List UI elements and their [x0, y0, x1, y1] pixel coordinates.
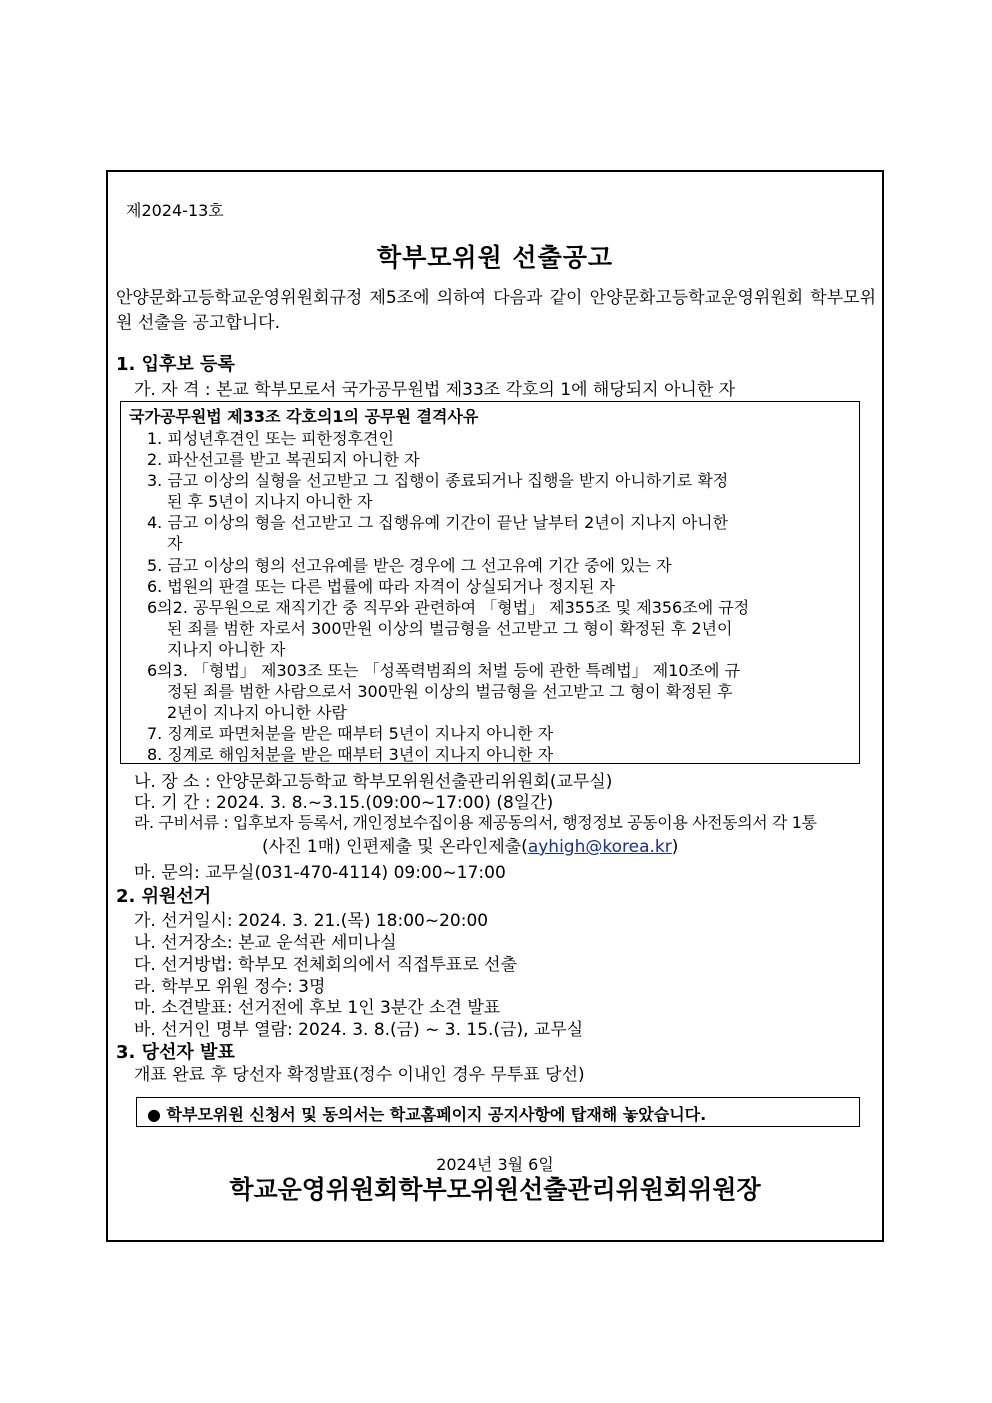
section2-heading: 2. 위원선거	[116, 886, 212, 907]
doc-number: 제2024-13호	[126, 201, 224, 220]
election-item: 다. 선거방법: 학부모 전체회의에서 직접투표로 선출	[134, 955, 518, 975]
disqualification-title: 국가공무원법 제33조 각호의1의 공무원 결격사유	[129, 407, 479, 426]
qualification-item: 가. 자 격 : 본교 학부모로서 국가공무원법 제33조 각호의 1에 해당되지 아니한 자	[134, 380, 736, 400]
notice-date: 2024년 3월 6일	[436, 1155, 554, 1174]
reason-item: 2. 파산선고를 받고 복권되지 아니한 자	[147, 450, 420, 469]
election-item: 나. 선거장소: 본교 운석관 세미나실	[134, 933, 397, 953]
reason-item: 4. 금고 이상의 형을 선고받고 그 집행유예 기간이 끝난 날부터 2년이 지나지 아니한	[147, 513, 729, 532]
reason-item: 6의2. 공무원으로 재직기간 중 직무와 관련하여 「형법」 제355조 및 제356조에 규정	[147, 598, 750, 617]
election-item: 바. 선거인 명부 열람: 2024. 3. 8.(금) ~ 3. 15.(금), 교무실	[134, 1020, 584, 1040]
announcement-text: 개표 완료 후 당선자 확정발표(정수 이내인 경우 무투표 당선)	[134, 1065, 585, 1085]
documents-item: 라. 구비서류 : 입후보자 등록서, 개인정보수집이용 제공동의서, 행정정보 공동이용 사전동의서 각 1통	[134, 813, 817, 832]
place-item: 나. 장 소 : 안양문화고등학교 학부모위원선출관리위원회(교무실)	[134, 772, 613, 792]
reason-item: 2년이 지나지 아니한 사람	[167, 703, 347, 722]
notice-frame	[106, 170, 884, 1242]
reason-item: 된 죄를 범한 자로서 300만원 이상의 벌금형을 선고받고 그 형이 확정된 후 2년이	[167, 619, 733, 638]
inquiry-item: 마. 문의: 교무실(031-470-4114) 09:00~17:00	[134, 863, 506, 883]
section3-heading: 3. 당선자 발표	[116, 1042, 235, 1063]
reason-item: 8. 징계로 해임처분을 받은 때부터 3년이 지나지 아니한 자	[147, 745, 554, 764]
reason-item: 6. 법원의 판결 또는 다른 법률에 따라 자격이 상실되거나 정지된 자	[147, 577, 615, 596]
notice-text: ● 학부모위원 신청서 및 동의서는 학교홈페이지 공지사항에 탑재해 놓았습니다.	[147, 1105, 707, 1124]
period-item: 다. 기 간 : 2024. 3. 8.~3.15.(09:00~17:00) (8일간)	[134, 793, 554, 813]
election-item: 가. 선거일시: 2024. 3. 21.(목) 18:00~20:00	[134, 911, 489, 931]
notice-box	[136, 1097, 860, 1127]
reason-item: 자	[167, 534, 183, 553]
reason-item: 1. 피성년후견인 또는 피한정후견인	[147, 429, 394, 448]
reason-item: 3. 금고 이상의 실형을 선고받고 그 집행이 종료되거나 집행을 받지 아니하기로 확정	[147, 471, 729, 490]
intro-paragraph: 안양문화고등학교운영위원회규정 제5조에 의하여 다음과 같이 안양문화고등학교운영위원회 학부모위원 선출을 공고합니다.	[116, 288, 876, 333]
reason-item: 5. 금고 이상의 형의 선고유예를 받은 경우에 그 선고유예 기간 중에 있는 자	[147, 556, 672, 575]
reason-item: 된 후 5년이 지나지 아니한 자	[167, 492, 373, 511]
election-item: 라. 학부모 위원 정수: 3명	[134, 977, 326, 997]
page-title: 학부모위원 선출공고	[376, 243, 614, 272]
reason-item: 7. 징계로 파면처분을 받은 때부터 5년이 지나지 아니한 자	[147, 724, 554, 743]
signature: 학교운영위원회학부모위원선출관리위원회위원장	[229, 1175, 761, 1204]
reason-item: 6의3. 「형법」 제303조 또는 「성폭력범죄의 처벌 등에 관한 특례법」 제10조에 규	[147, 661, 741, 680]
election-item: 마. 소견발표: 선거전에 후보 1인 3분간 소견 발표	[134, 998, 501, 1018]
email-link[interactable]: ayhigh@korea.kr	[527, 837, 672, 857]
reason-item: 지나지 아니한 자	[167, 640, 286, 659]
documents-item-continued: (사진 1매) 인편제출 및 온라인제출(ayhigh@korea.kr)	[262, 837, 679, 857]
reason-item: 정된 죄를 범한 사람으로서 300만원 이상의 벌금형을 선고받고 그 형이 확정된 후	[167, 682, 733, 701]
section1-heading: 1. 입후보 등록	[116, 354, 235, 375]
disqualification-box	[120, 401, 860, 764]
